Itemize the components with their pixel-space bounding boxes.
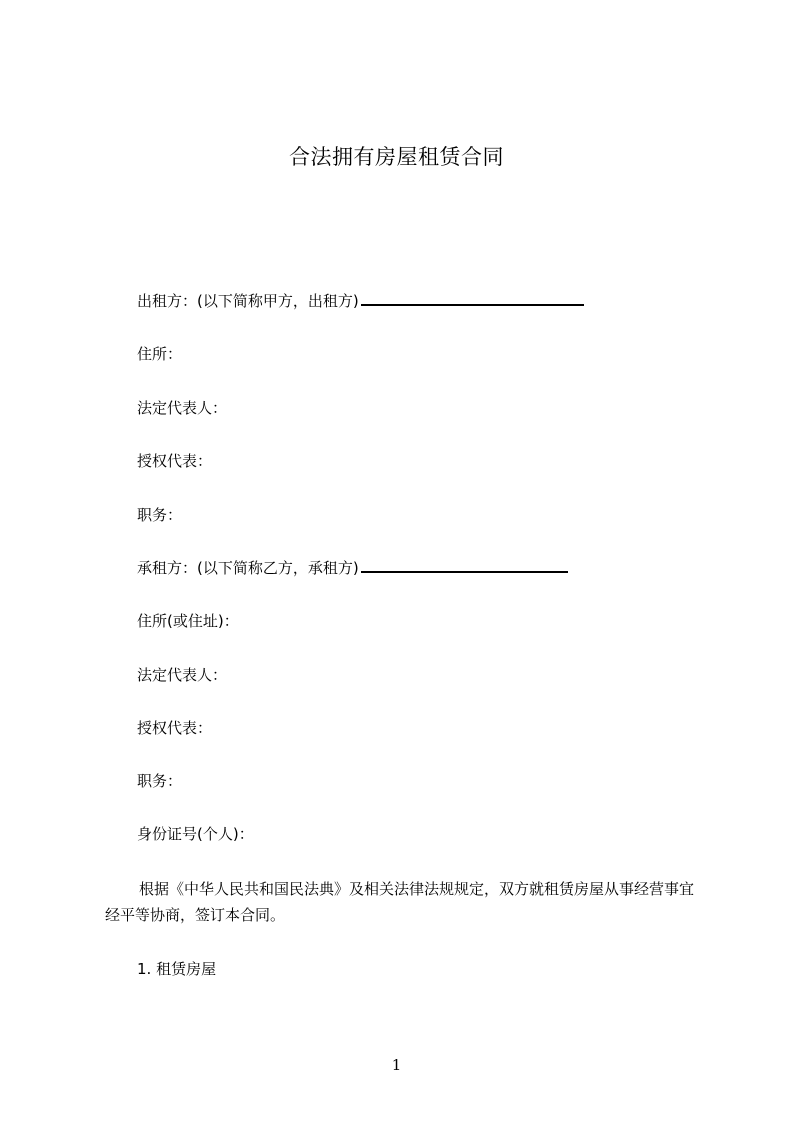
lessee-id-number: 身份证号(个人)： <box>137 825 254 843</box>
lessee-line <box>137 557 568 579</box>
lessor-address: 住所： <box>137 345 183 363</box>
lessee-position: 职务： <box>137 772 183 790</box>
lessor-name-blank[interactable] <box>361 290 584 306</box>
lessor-label: 出租方：(以下简称甲方，出租方) <box>137 292 359 310</box>
lessee-address: 住所(或住址)： <box>137 612 239 630</box>
lessee-label: 承租方：(以下简称乙方，承租方) <box>137 559 359 577</box>
lessor-line <box>137 290 584 312</box>
lessor-legal-rep: 法定代表人： <box>137 399 228 417</box>
document-title: 合法拥有房屋租赁合同 <box>289 145 504 169</box>
lessor-position: 职务： <box>137 506 183 524</box>
lessor-authorized-rep: 授权代表： <box>137 452 213 470</box>
lessee-authorized-rep: 授权代表： <box>137 719 213 737</box>
lessee-name-blank[interactable] <box>361 557 568 573</box>
lessee-legal-rep: 法定代表人： <box>137 666 228 684</box>
preamble-paragraph: 根据《中华人民共和国民法典》及相关法律法规规定，双方就租赁房屋从事经营事宜经平等协商，签订本合同。 <box>105 880 695 924</box>
section-1-heading: 1. 租赁房屋 <box>137 960 217 978</box>
page-number: 1 <box>391 1056 402 1074</box>
